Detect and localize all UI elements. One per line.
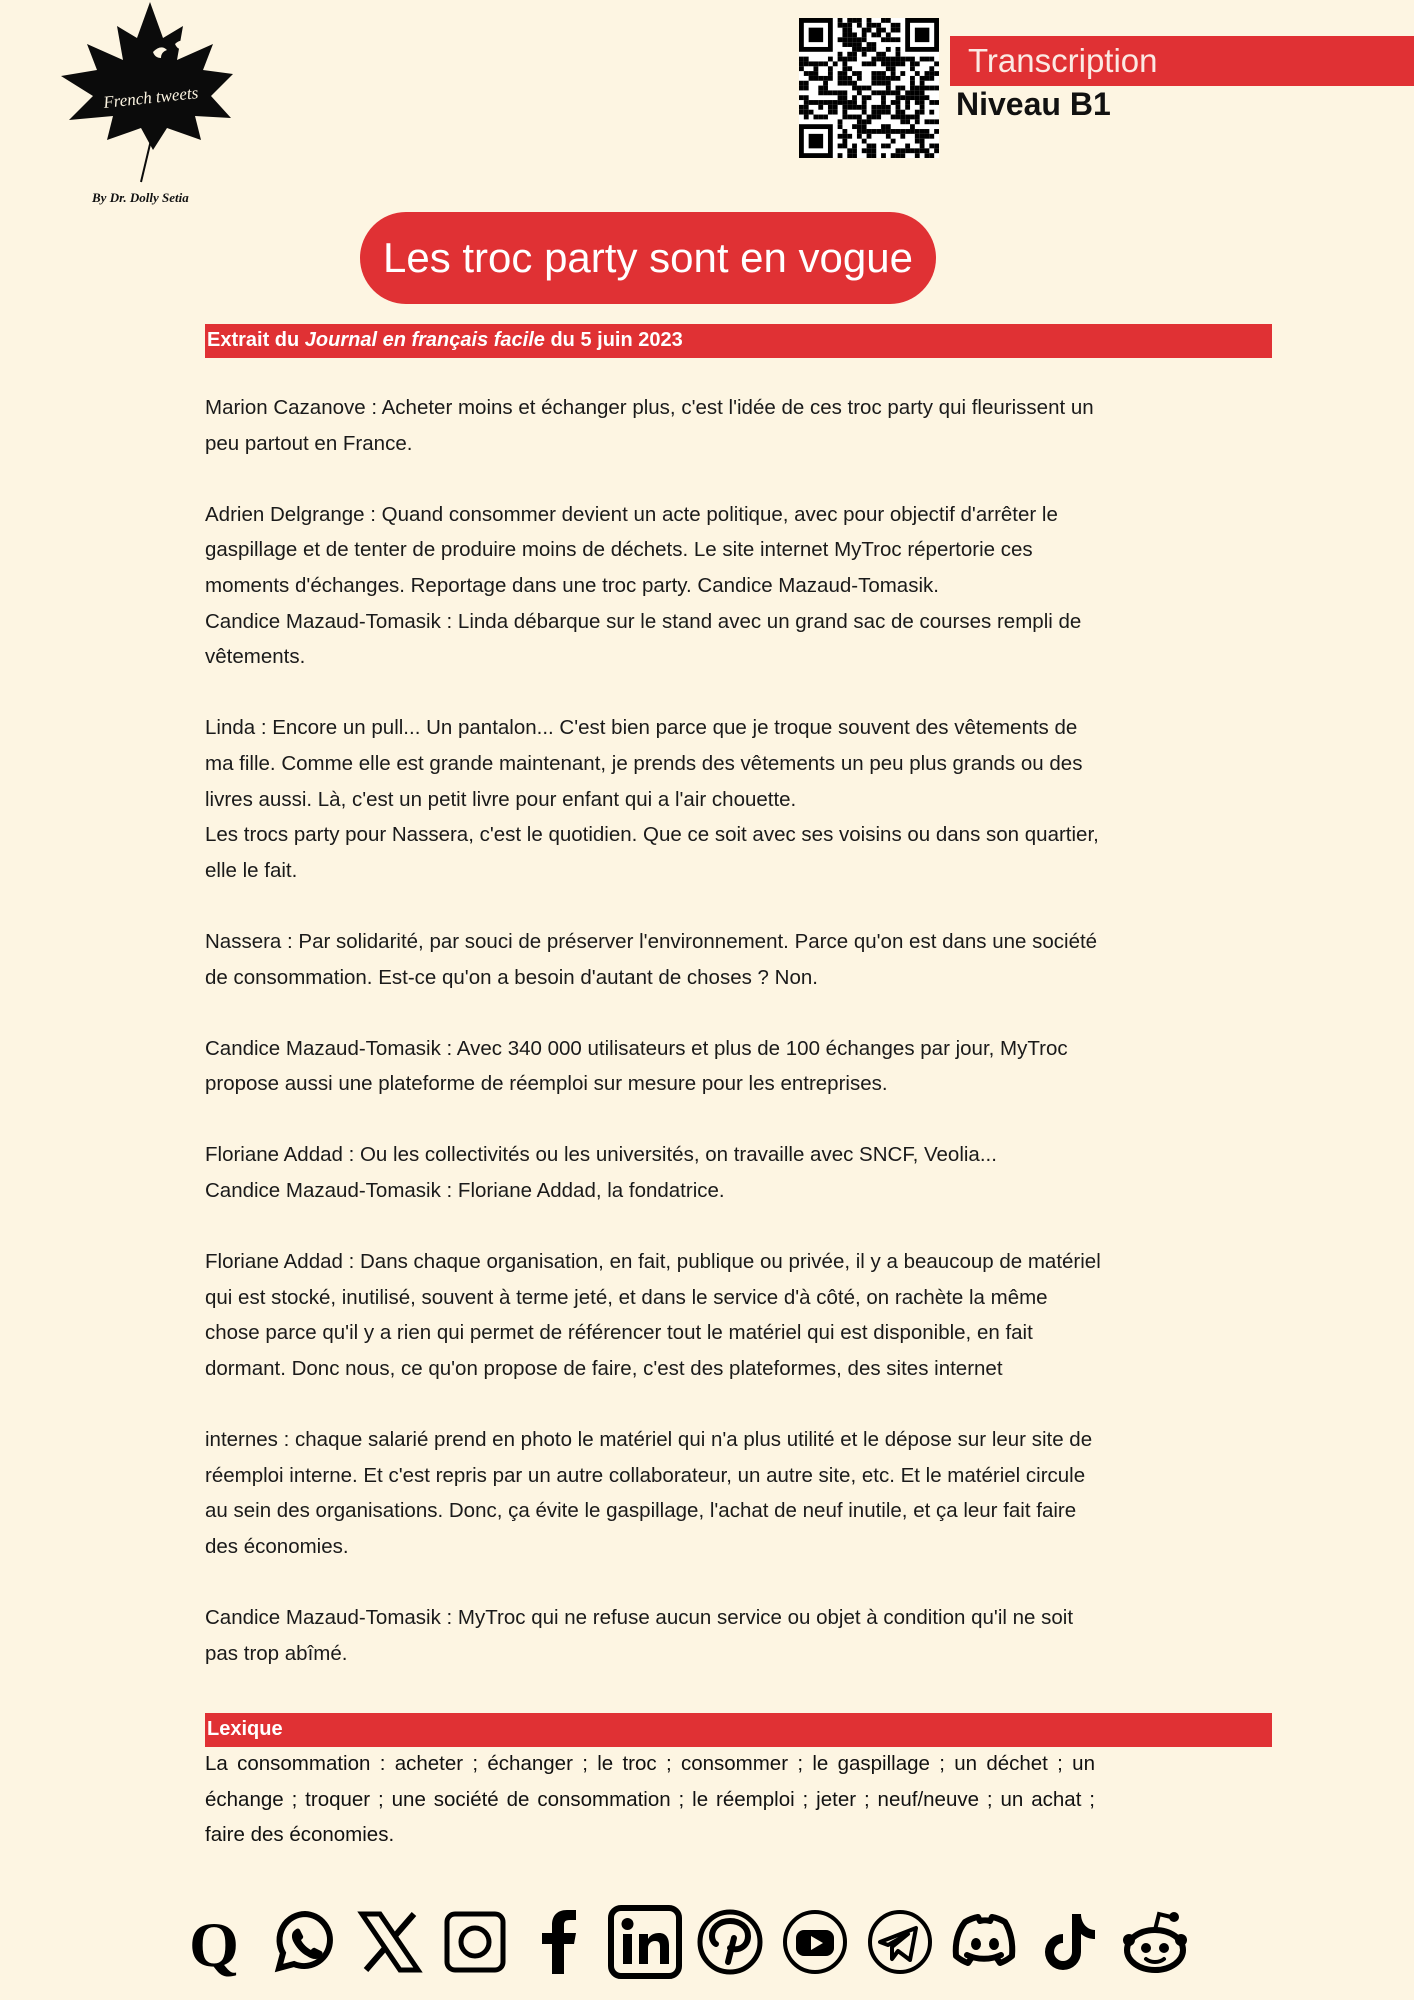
svg-text:Q: Q	[189, 1909, 239, 1980]
page-title: Les troc party sont en vogue	[360, 212, 936, 304]
transcription-label: Transcription	[950, 36, 1414, 86]
qr-code[interactable]	[799, 18, 939, 158]
linkedin-icon[interactable]	[605, 1902, 685, 1982]
transcript-paragraph: Candice Mazaud-Tomasik : Linda débarque sur le stand avec un grand sac de courses rempli de vêtements.	[205, 609, 1082, 669]
logo-author: By Dr. Dolly Setia	[92, 190, 189, 205]
transcript-paragraph: internes : chaque salarié prend en photo le matériel qui n'a plus utilité et le dépose sur leur site de réemploi interne. Et c'est repris par un autre collaborateur, un autre site, etc. Et le matériel circule au sein des organisations. Donc, ça évite le gaspillage, l'achat de neuf inutile, et ça leur fait faire des économies.	[205, 1428, 1093, 1558]
transcript-paragraph: Floriane Addad : Dans chaque organisation, en fait, publique ou privée, il y a beaucoup de matériel qui est stocké, inutilisé, souvent à terme jeté, et dans le service d'à côté, on rachète la même chose parce qu'il y a rien qui permet de référencer tout le matériel qui est disponible, en fait dormant. Donc nous, ce qu'on propose de faire, c'est des plateformes, des sites internet	[205, 1250, 1101, 1381]
discord-icon[interactable]	[945, 1902, 1025, 1982]
extract-prefix: Extrait du	[207, 329, 305, 351]
extract-suffix: du 5 juin 2023	[544, 329, 683, 351]
social-icons-row	[180, 1902, 1240, 1982]
transcript-paragraph: Linda : Encore un pull... Un pantalon... C'est bien parce que je troque souvent des vêtements de ma fille. Comme elle est grande maintenant, je prends des vêtements un peu plus grands ou des livres aussi. Là, c'est un petit livre pour enfant qui a l'air chouette.	[205, 716, 1083, 811]
quora-icon[interactable]	[180, 1902, 260, 1982]
level-label: Niveau B1	[956, 86, 1111, 122]
instagram-icon[interactable]	[435, 1902, 515, 1982]
x-icon[interactable]	[350, 1902, 430, 1982]
transcript-paragraph: Nassera : Par solidarité, par souci de préserver l'environnement. Parce qu'on est dans une société de consommation. Est-ce qu'on a besoin d'autant de choses ? Non.	[205, 929, 1098, 989]
transcript-paragraph: Adrien Delgrange : Quand consommer devient un acte politique, avec pour objectif d'arrêter le gaspillage et de tenter de produire moins de déchets. Le site internet MyTroc répertorie ces moments d'échanges. Reportage dans une troc party. Candice Mazaud-Tomasik.	[205, 502, 1058, 597]
telegram-icon[interactable]	[860, 1902, 940, 1982]
transcript-paragraph: Floriane Addad : Ou les collectivités ou les universités, on travaille avec SNCF, Veolia...	[205, 1143, 997, 1167]
maple-leaf-logo	[55, 0, 245, 210]
facebook-icon[interactable]	[520, 1902, 600, 1982]
lexique-heading: Lexique	[205, 1713, 1272, 1747]
lexique-text: La consommation : acheter ; échanger ; le troc ; consommer ; le gaspillage ; un déchet ; un échange ; troquer ; une société de consommation ; le réemploi ; jeter ; neuf/neuve ; un achat ; faire des économies.	[205, 1752, 1095, 1847]
transcript	[205, 390, 1105, 1671]
transcript-paragraph: Candice Mazaud-Tomasik : MyTroc qui ne refuse aucun service ou objet à condition qu'il ne soit pas trop abîmé.	[205, 1606, 1074, 1665]
reddit-icon[interactable]	[1115, 1902, 1195, 1982]
pinterest-icon[interactable]	[690, 1902, 770, 1982]
extract-source-band	[205, 324, 1272, 358]
transcript-paragraph: Candice Mazaud-Tomasik : Floriane Addad, la fondatrice.	[205, 1179, 725, 1203]
whatsapp-icon[interactable]	[265, 1902, 345, 1982]
logo-text: French tweets	[102, 83, 200, 112]
transcript-paragraph: Candice Mazaud-Tomasik : Avec 340 000 utilisateurs et plus de 100 échanges par jour, MyTroc propose aussi une plateforme de réemploi sur mesure pour les entreprises.	[205, 1036, 1068, 1096]
journal-name: Journal en français facile	[304, 329, 545, 351]
transcript-paragraph: Les trocs party pour Nassera, c'est le quotidien. Que ce soit avec ses voisins ou dans son quartier, elle le fait.	[205, 823, 1099, 882]
transcript-paragraph: Marion Cazanove : Acheter moins et échanger plus, c'est l'idée de ces troc party qui fleurissent un peu partout en France.	[205, 396, 1094, 455]
youtube-icon[interactable]	[775, 1902, 855, 1982]
tiktok-icon[interactable]	[1030, 1902, 1110, 1982]
